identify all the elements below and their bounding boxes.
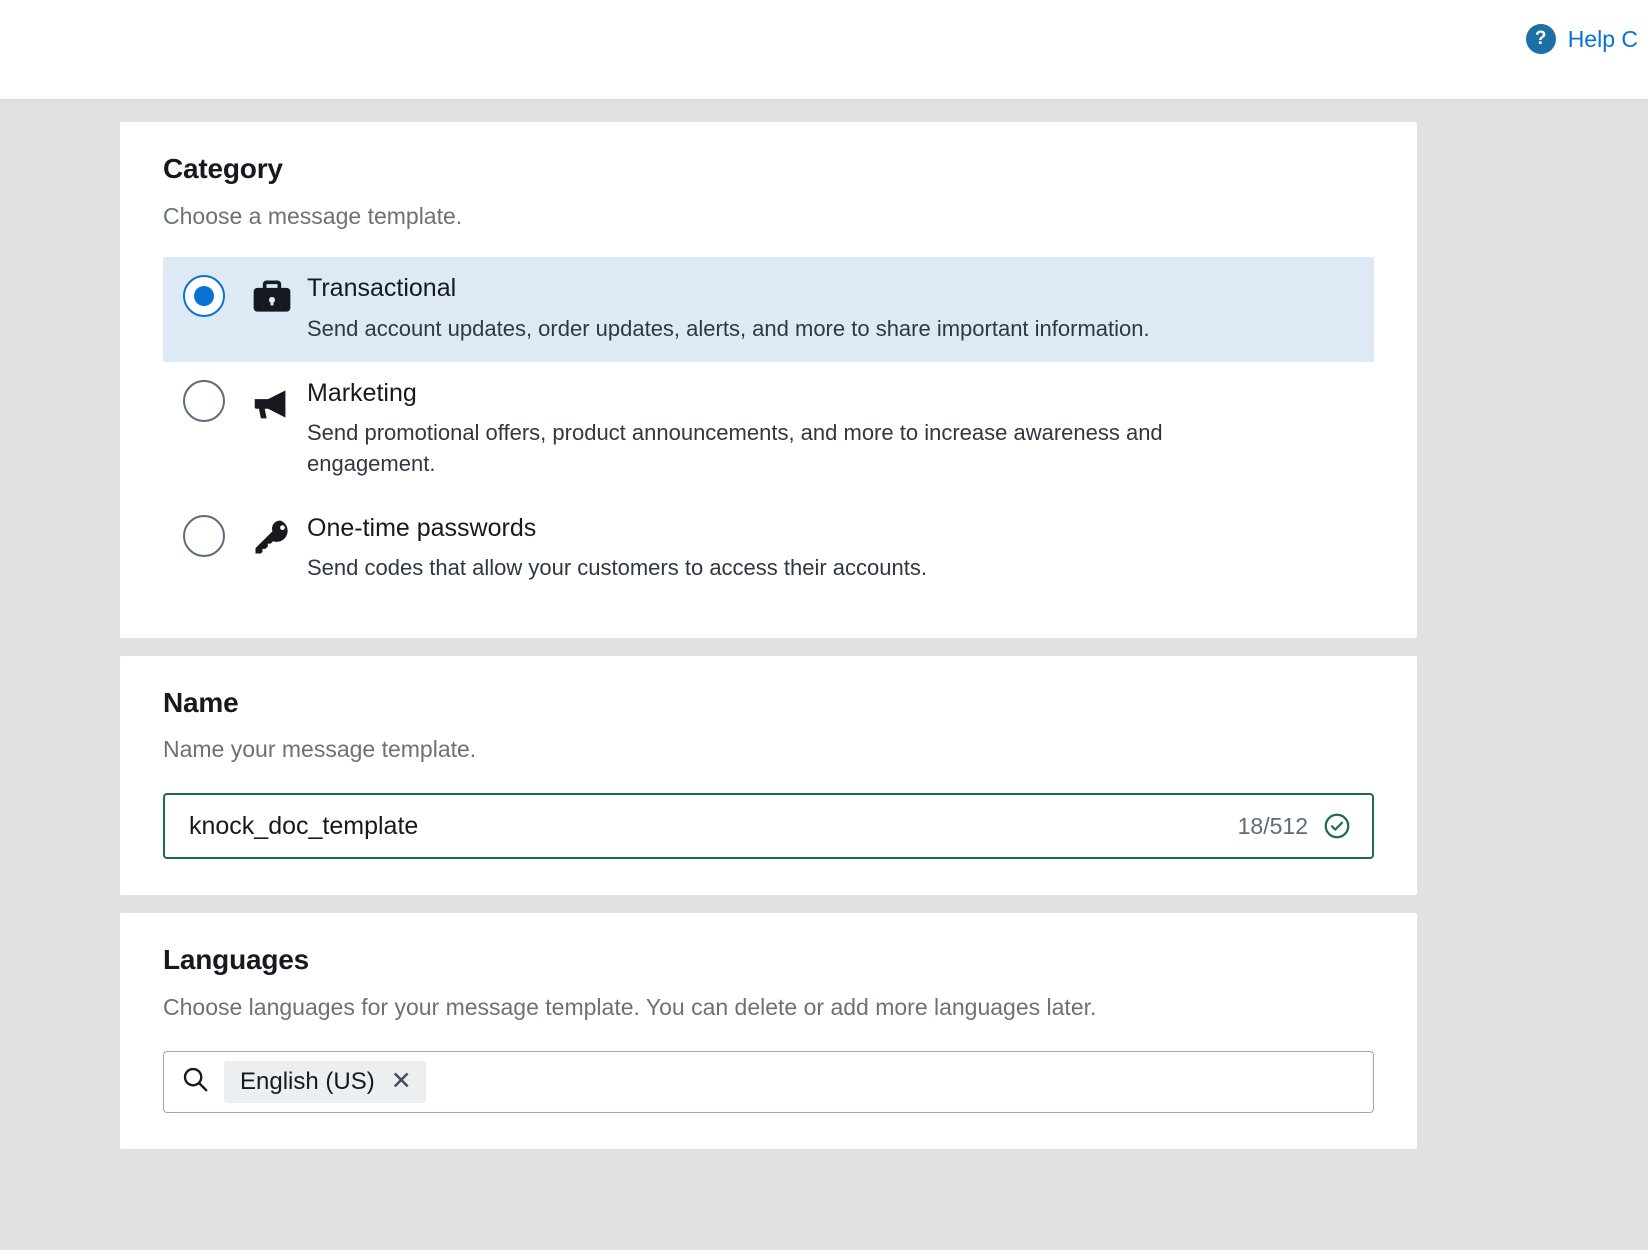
languages-subtitle: Choose languages for your message template. You can delete or add more languages later. xyxy=(163,993,1097,1020)
languages-card xyxy=(120,913,1417,1148)
radio-text-marketing xyxy=(307,378,1267,479)
top-bar xyxy=(0,0,1648,100)
language-token-label: English (US) xyxy=(240,1067,375,1095)
radio-text-transactional xyxy=(307,273,1150,344)
question-mark-icon[interactable]: ? xyxy=(1526,24,1556,54)
form-container xyxy=(0,100,1648,1149)
radio-title-one-time-passwords: One-time passwords xyxy=(307,514,537,543)
radio-control-one-time-passwords[interactable] xyxy=(183,515,225,557)
check-circle-icon xyxy=(1322,811,1352,841)
category-subtitle: Choose a message template. xyxy=(163,202,463,229)
radio-control-marketing[interactable] xyxy=(183,380,225,422)
languages-heading: Languages xyxy=(163,944,310,976)
radio-description-one-time-passwords: Send codes that allow your customers to access their accounts. xyxy=(307,555,927,581)
briefcase-icon xyxy=(243,275,301,319)
radio-title-transactional: Transactional xyxy=(307,274,457,303)
name-heading: Name xyxy=(163,686,239,718)
radio-option-transactional[interactable] xyxy=(163,257,1374,362)
radio-control-transactional[interactable] xyxy=(183,275,225,317)
name-input[interactable] xyxy=(187,811,1238,842)
close-icon[interactable]: ✕ xyxy=(390,1067,412,1096)
name-input-wrapper[interactable] xyxy=(163,793,1374,859)
radio-option-marketing[interactable] xyxy=(163,362,1374,497)
key-icon xyxy=(243,515,301,559)
category-heading: Category xyxy=(163,153,283,184)
help-link-label[interactable]: Help C xyxy=(1567,25,1638,52)
languages-multiselect[interactable] xyxy=(163,1051,1374,1113)
help-panel-trigger[interactable] xyxy=(1526,24,1648,54)
name-card xyxy=(120,656,1417,895)
category-card xyxy=(120,122,1417,638)
radio-description-transactional: Send account updates, order updates, alerts, and more to share important information. xyxy=(307,315,1150,341)
megaphone-icon xyxy=(243,380,301,426)
radio-option-one-time-passwords[interactable] xyxy=(163,497,1374,602)
radio-text-one-time-passwords xyxy=(307,513,927,584)
search-icon xyxy=(180,1064,210,1099)
character-counter: 18/512 xyxy=(1237,812,1308,839)
name-subtitle: Name your message template. xyxy=(163,736,477,763)
radio-title-marketing: Marketing xyxy=(307,379,417,408)
radio-description-marketing: Send promotional offers, product announcements, and more to increase awareness and engagement. xyxy=(307,420,1163,476)
category-radio-group[interactable] xyxy=(163,257,1374,601)
language-token-english-us[interactable] xyxy=(224,1061,426,1103)
